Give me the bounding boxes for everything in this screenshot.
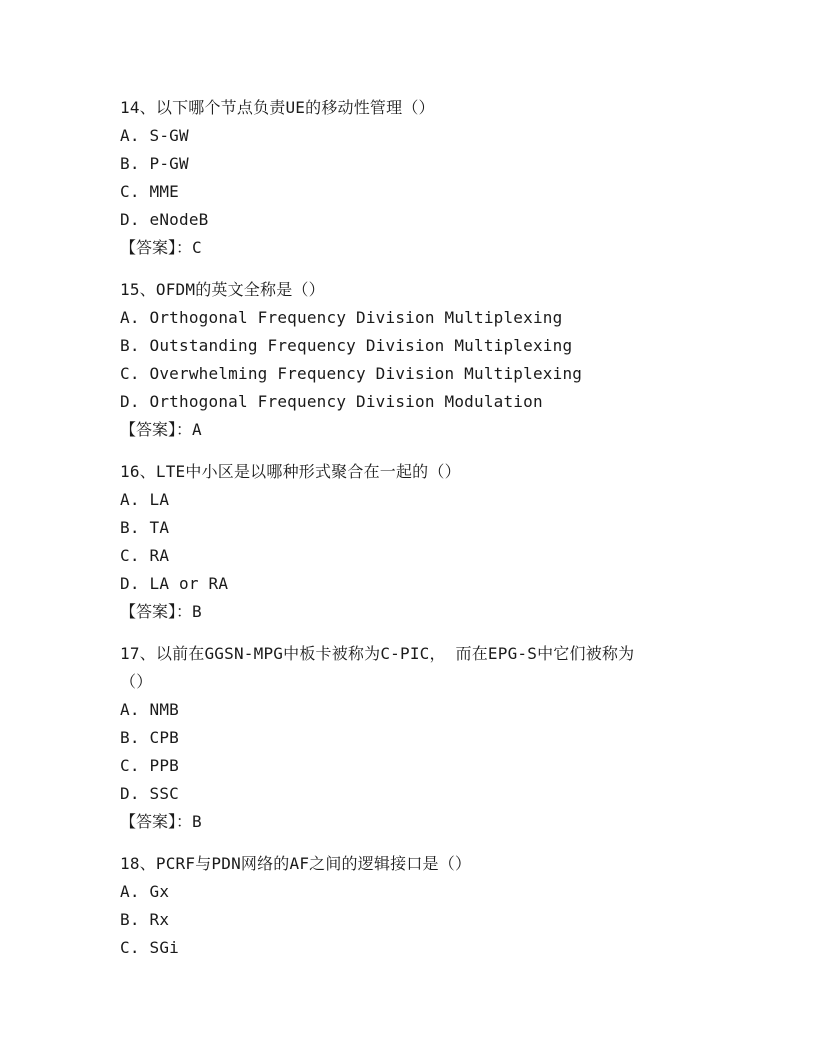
question-stem-line-2: （） — [120, 672, 153, 691]
option-b: B. Outstanding Frequency Division Multiplexing — [120, 336, 573, 355]
question-16 — [120, 458, 700, 626]
option-d: D. Orthogonal Frequency Division Modulation — [120, 392, 543, 411]
question-18 — [120, 850, 700, 962]
option-c: C. Overwhelming Frequency Division Multiplexing — [120, 364, 583, 383]
option-c: C. RA — [120, 546, 170, 565]
answer-line: 【答案】：A — [120, 420, 202, 439]
option-a: A. NMB — [120, 700, 179, 719]
answer-line: 【答案】：C — [120, 238, 202, 257]
option-a: A. S-GW — [120, 126, 189, 145]
question-stem-line-1: 17、以前在GGSN-MPG中板卡被称为C-PIC， 而在EPG-S中它们被称为 — [120, 644, 635, 663]
option-b: B. P-GW — [120, 154, 189, 173]
option-c: C. PPB — [120, 756, 179, 775]
option-c: C. SGi — [120, 938, 179, 957]
option-d: D. LA or RA — [120, 574, 229, 593]
option-b: B. CPB — [120, 728, 179, 747]
option-a: A. Orthogonal Frequency Division Multiplexing — [120, 308, 563, 327]
answer-line: 【答案】：B — [120, 602, 202, 621]
question-stem: 16、LTE中小区是以哪种形式聚合在一起的（） — [120, 462, 461, 481]
question-17 — [120, 640, 700, 836]
option-d: D. SSC — [120, 784, 179, 803]
spacer — [120, 262, 700, 276]
spacer — [120, 836, 700, 850]
option-a: A. LA — [120, 490, 170, 509]
option-b: B. Rx — [120, 910, 170, 929]
spacer — [120, 444, 700, 458]
question-15 — [120, 276, 700, 444]
option-c: C. MME — [120, 182, 179, 201]
option-a: A. Gx — [120, 882, 170, 901]
question-stem: 15、OFDM的英文全称是（） — [120, 280, 325, 299]
question-stem: 18、PCRF与PDN网络的AF之间的逻辑接口是（） — [120, 854, 472, 873]
document-page — [120, 94, 700, 962]
option-d: D. eNodeB — [120, 210, 209, 229]
answer-line: 【答案】：B — [120, 812, 202, 831]
spacer — [120, 626, 700, 640]
option-b: B. TA — [120, 518, 170, 537]
question-14 — [120, 94, 700, 262]
question-stem: 14、以下哪个节点负责UE的移动性管理（） — [120, 98, 435, 117]
